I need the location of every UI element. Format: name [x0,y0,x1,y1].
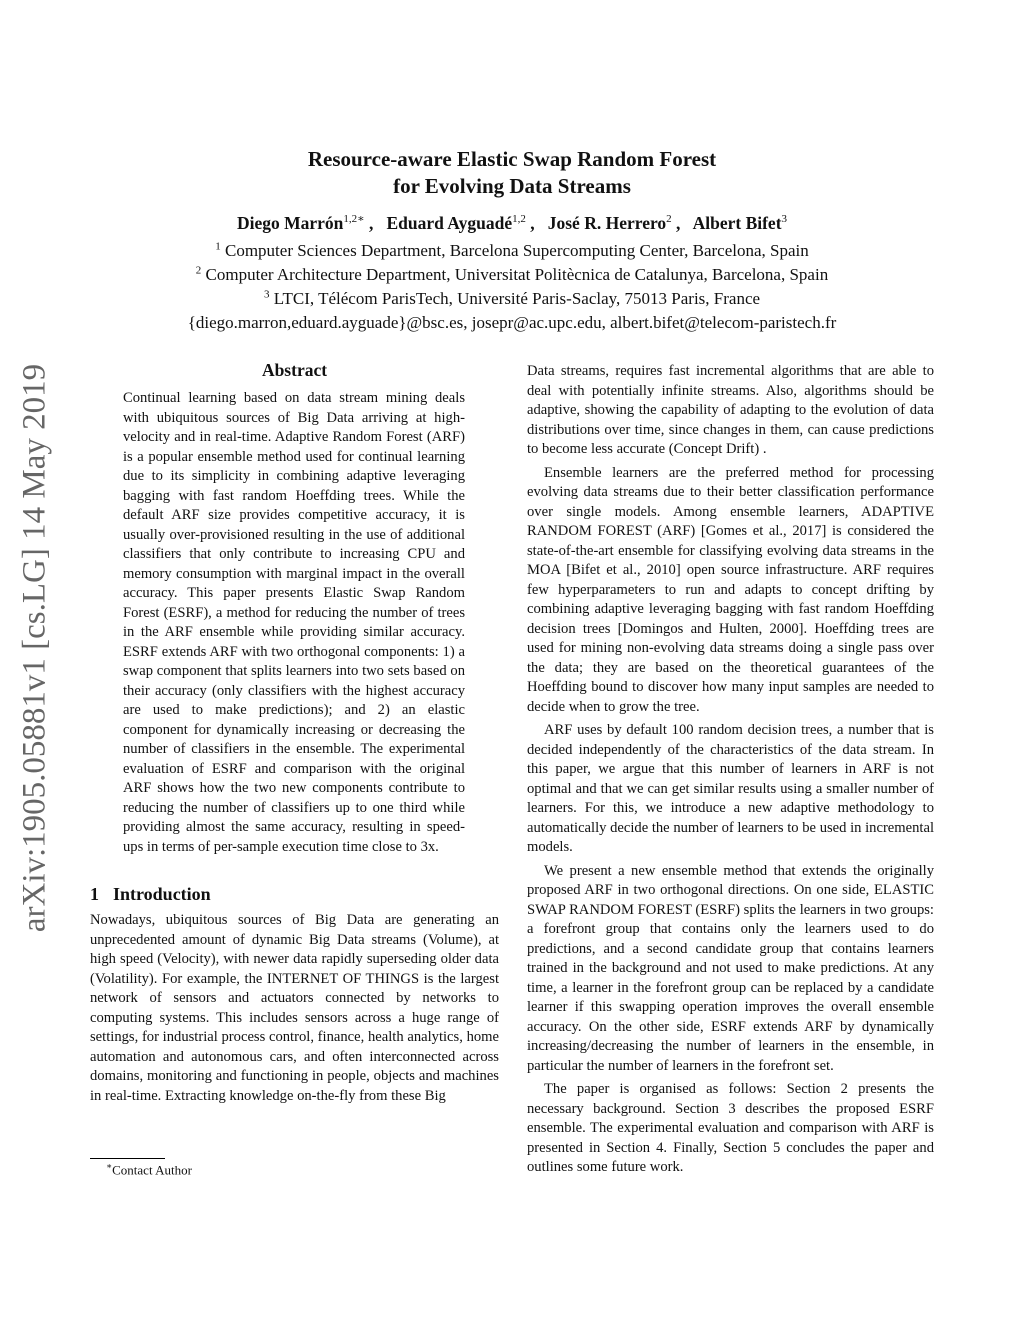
author-name: Albert Bifet [692,213,782,233]
author-name: Diego Marrón [236,213,344,233]
section-heading [90,884,499,905]
author-name: Eduard Ayguadé [386,213,513,233]
author-affil-mark: 2 [666,213,672,226]
abstract-text: Continual learning based on data stream mining deals with ubiquitous sources of Big Data arriving at high-velocity and in real-time. Adaptive Random Forest (ARF) is a popular ensemble method used for continual learning due to its simplicity in combining adaptive leveraging bagging with fast random Hoeffding trees. While the default ARF size provides competitive accuracy, it is usually over-provisioned resulting in the use of additional classifiers that only contribute to increasing CPU and memory consumption with marginal impact in the overall accuracy. This paper presents Elastic Swap Random Forest (ESRF), a method for reducing the number of trees in the ARF ensemble while providing similar accuracy. ESRF extends ARF with two orthogonal components: 1) a swap component that splits learners into two sets based on their accuracy (only classifiers with the highest accuracy are used to make predictions); and 2) an elastic component for dynamically increasing or decreasing the number of classifiers in the ensemble. The experimental evaluation of ESRF and comparison with the original ARF shows how the two new components contribute to reducing the number of classifiers up to one third while providing almost the same accuracy, resulting in speed-ups in terms of per-sample execution time close to 3x. [123,390,465,855]
author-affil-mark: 1,2 [512,213,526,226]
left-column [90,360,499,1106]
footnote-text: Contact Author [112,1162,192,1178]
body-paragraph: ARF uses by default 100 random decision trees, a number that is decided independently of the characteristics of the data stream. In this paper, we argue that this number of learners in ARF is not optimal and that we can get similar results using a smaller number of learners. For this, we introduce a new adaptive methodology to automatically decide the number of learners to be used in incremental models. [527,722,934,855]
body-paragraph: The paper is organised as follows: Section 2 presents the necessary background. Section 3 describes the proposed ESRF ensemble. The experimental evaluation and comparison with ARF is presented in Section 4. Finally, Section 5 concludes the paper and outlines some future work. [527,1081,934,1175]
author-affil-mark: 1,2∗ [343,213,365,226]
section-number: 1 [90,884,99,904]
arxiv-id: arXiv:1905.05881v1 [cs.LG] 14 May 2019 [16,363,53,933]
author-list: Diego Marrón$^{1,2∗}$ , Eduard Ayguadé$^{1,2}$ , José R. Herrero$^2$ , Albert Bifet$^3$ [236,213,788,233]
author-name: José R. Herrero [547,213,667,233]
body-paragraph: Ensemble learners are the preferred method for processing evolving data streams due to their better classification performance over single models. Among ensemble learners, ADAPTIVE RANDOM FOREST (ARF) [Gomes et al., 2017] is considered the state-of-the-art ensemble for classifying evolving data streams in the MOA [Bifet et al., 2010] open source infrastructure. ARF requires few hyperparameters to run and adapts to concept drifting by combining adaptive leveraging bagging with fast random Hoeffding decision trees [Domingos and Hulten, 2000]. Hoeffding trees are used for mining non-evolving data streams doing a single pass over the data; they are based on the theoretical guarantees of the Hoeffding bound to discover how many input samples are needed to decide when to grow the tree. [527,464,934,715]
affiliation: $^1$ Computer Sciences Department, Barcelona Supercomputing Center, Barcelona, Spain [215,240,809,260]
author-emails: {diego.marron,eduard.ayguade}@bsc.es, josepr@ac.upc.edu, albert.bifet@telecom-paristech.fr [187,313,837,332]
author-affil-mark: 3 [781,213,788,226]
affiliation: $^3$ LTCI, Télécom ParisTech, Université Paris-Saclay, 75013 Paris, France [263,288,761,308]
title-line-2: for Evolving Data Streams [393,174,631,198]
section-title: Introduction [113,884,211,904]
paper-title [0,146,1024,200]
arxiv-sidebar-stamp [10,348,60,948]
body-paragraph: We present a new ensemble method that extends the originally proposed ARF in two orthogonal directions. On one side, ELASTIC SWAP RANDOM FOREST (ESRF) splits the learners in two groups: a forefront group that contains only the learners used to do predictions, and a second candidate group that contains learners trained in the background and not used to make predictions. At any time, a learner in the forefront group can be replaced by a candidate learner if this swapping operation improves the overall ensemble accuracy. On the other side, ESRF extends ARF by dynamically increasing/decreasing the number of learners in the ensemble, in particular the number of learners in the forefront set. [527,862,934,1074]
right-column [527,362,934,1178]
footnote-mark: ∗ [106,1161,113,1171]
body-paragraph: Data streams, requires fast incremental algorithms that are able to deal with potentially infinite streams. Also, algorithms should be adaptive, showing the capability of adapting to the evolution of data distributions over time, since changes in them, can cause predictions to become less accurate (Concept Drift) . [527,363,934,457]
footnote-rule [90,1158,165,1159]
abstract-heading: Abstract [261,360,328,380]
footnote [106,1161,192,1178]
intro-paragraph: Nowadays, ubiquitous sources of Big Data are generating an unprecedented amount of dynamic Big Data streams (Volume), at high speed (Velocity), with newer data rapidly superseding older data (Volatility). For example, the INTERNET OF THINGS is the largest network of sensors and actuators connected by networks to computing systems. This includes sensors across a huge range of settings, for industrial process control, finance, health analytics, home automation and autonomous cars, and often interconnected across domains, monitoring and functioning in people, objects and machines in real-time. Extracting knowledge on-the-fly from these Big [90,912,499,1104]
affiliation: $^2$ Computer Architecture Department, Universitat Politècnica de Catalunya, Barcelona, Spain [195,264,829,284]
title-line-1: Resource-aware Elastic Swap Random Forest [307,147,717,171]
